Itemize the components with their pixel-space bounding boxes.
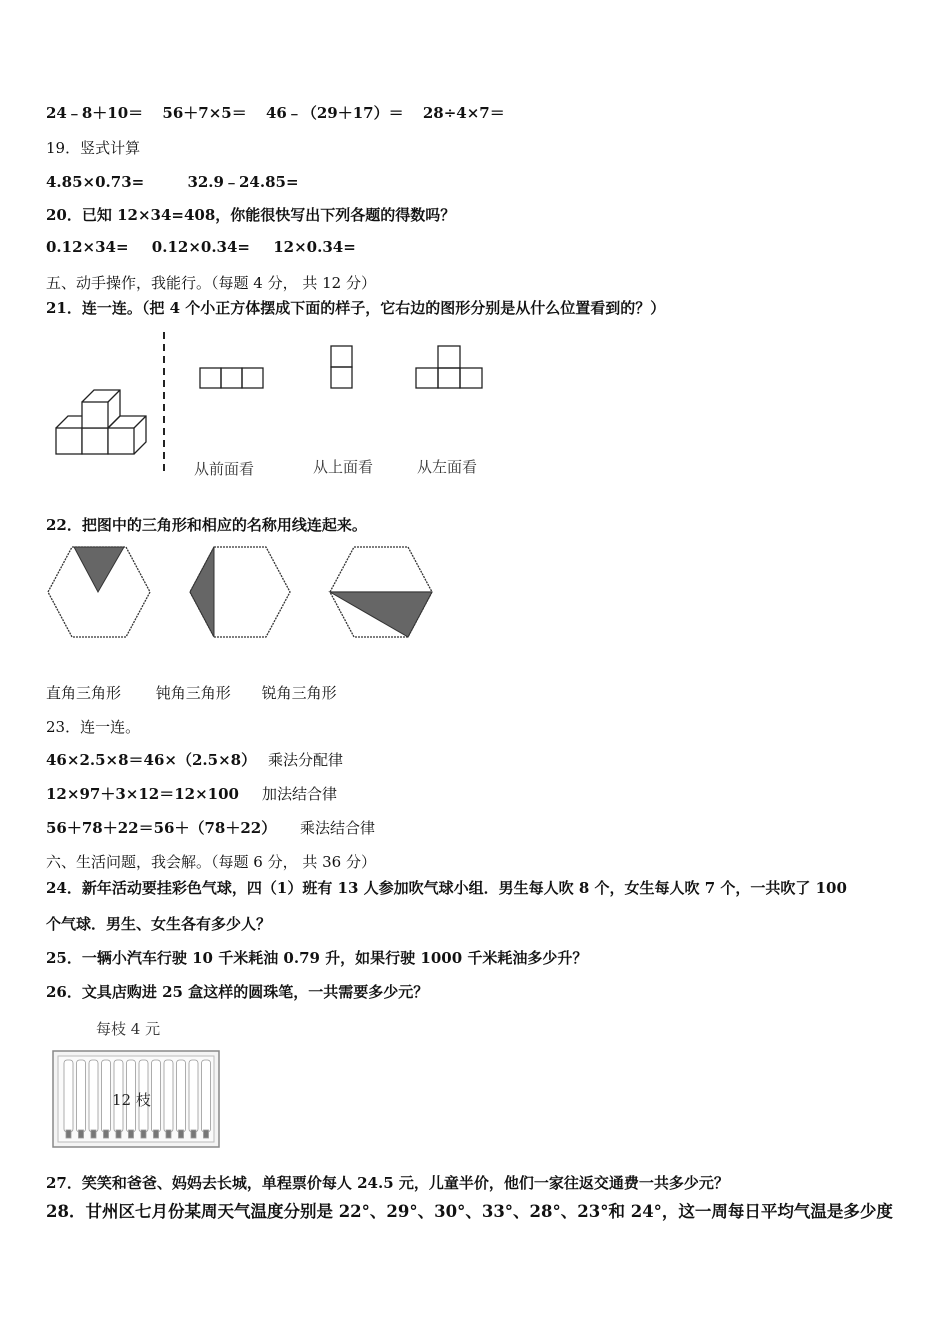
view-left-label: 从左面看 bbox=[417, 458, 478, 476]
q22-title: 22．把图中的三角形和相应的名称用线连起来。 bbox=[46, 516, 367, 534]
q23-law-3: 乘法结合律 bbox=[300, 819, 376, 837]
q23-row-2 bbox=[46, 783, 338, 804]
q23-law-2: 加法结合律 bbox=[262, 785, 338, 803]
pen bbox=[89, 1060, 98, 1132]
triangle-name-right: 直角三角形 bbox=[46, 684, 122, 702]
pen-tip bbox=[179, 1130, 184, 1138]
pen bbox=[102, 1060, 111, 1132]
q23-row-3 bbox=[46, 817, 376, 838]
pen-tip bbox=[66, 1130, 71, 1138]
triangle-name-obtuse: 钝角三角形 bbox=[155, 684, 231, 702]
pen bbox=[77, 1060, 86, 1132]
pen bbox=[64, 1060, 73, 1132]
q20-items bbox=[46, 238, 356, 256]
pen-tip bbox=[141, 1130, 146, 1138]
pen bbox=[177, 1060, 186, 1132]
pen-count-label: 12 枝 bbox=[112, 1091, 151, 1109]
section-5-heading: 五、动手操作，我能行。（每题 4 分， 共 12 分） bbox=[46, 274, 376, 292]
q22-names bbox=[46, 682, 337, 703]
pen bbox=[202, 1060, 211, 1132]
pen-tip bbox=[79, 1130, 84, 1138]
q23-law-1: 乘法分配律 bbox=[268, 751, 344, 769]
pen-tip bbox=[104, 1130, 109, 1138]
pen-price-label: 每枝 4 元 bbox=[96, 1020, 161, 1038]
q22-hexagons-figure bbox=[44, 542, 444, 642]
q28-text: 28．甘州区七月份某周天气温度分别是 22°、29°、30°、33°、28°、23°和 24°，这一周每日平均气温是多少度 bbox=[46, 1202, 893, 1221]
q18-expressions bbox=[46, 102, 505, 123]
pen-tip bbox=[116, 1130, 121, 1138]
q20-item-1: 0.12×34= bbox=[46, 238, 129, 256]
pen-tip bbox=[166, 1130, 171, 1138]
pen-tip bbox=[154, 1130, 159, 1138]
q23-expr-2: 12×97＋3×12＝12×100 bbox=[46, 785, 239, 803]
pen-tip bbox=[204, 1130, 209, 1138]
pen-tip bbox=[129, 1130, 134, 1138]
q20-title: 20．已知 12×34=408，你能很快写出下列各题的得数吗？ bbox=[46, 206, 456, 224]
q24-line-1: 24．新年活动要挂彩色气球，四（1）班有 13 人参加吹气球小组．男生每人吹 8 个，女生每人吹 7 个，一共吹了 100 bbox=[46, 879, 847, 897]
q25-text: 25．一辆小汽车行驶 10 千米耗油 0.79 升，如果行驶 1000 千米耗油多少升？ bbox=[46, 949, 588, 967]
expr-3: 46﹣（29＋17）＝ bbox=[265, 104, 404, 122]
expr-2: 56＋7×5＝ bbox=[162, 104, 247, 122]
q19-item-1: 4.85×0.73= bbox=[46, 173, 145, 191]
triangle-name-acute: 锐角三角形 bbox=[261, 684, 337, 702]
q20-item-3: 12×0.34= bbox=[273, 238, 356, 256]
section-6-heading: 六、生活问题，我会解。（每题 6 分， 共 36 分） bbox=[46, 853, 376, 871]
pen-tip bbox=[91, 1130, 96, 1138]
pen bbox=[189, 1060, 198, 1132]
expr-4: 28÷4×7＝ bbox=[422, 104, 505, 122]
q27-text: 27．笑笑和爸爸、妈妈去长城，单程票价每人 24.5 元，儿童半价，他们一家往返交通费一共多少元？ bbox=[46, 1174, 729, 1192]
q26-title: 26．文具店购进 25 盒这样的圆珠笔，一共需要多少元？ bbox=[46, 983, 429, 1001]
pen-tip bbox=[191, 1130, 196, 1138]
q21-title: 21．连一连。（把 4 个小正方体摆成下面的样子，它右边的图形分别是从什么位置看到的？） bbox=[46, 299, 666, 317]
pen bbox=[152, 1060, 161, 1132]
view-front-label: 从前面看 bbox=[194, 460, 255, 478]
q19-items bbox=[46, 171, 299, 192]
q23-row-1 bbox=[46, 749, 344, 770]
expr-1: 24﹣8＋10＝ bbox=[46, 104, 144, 122]
q19-title: 19．竖式计算 bbox=[46, 139, 141, 157]
q24-line-2: 个气球．男生、女生各有多少人？ bbox=[46, 915, 272, 933]
q20-item-2: 0.12×0.34= bbox=[151, 238, 250, 256]
q23-expr-1: 46×2.5×8＝46×（2.5×8） bbox=[46, 751, 257, 769]
q23-expr-3: 56＋78＋22＝56＋（78＋22） bbox=[46, 819, 277, 837]
q19-item-2: 32.9﹣24.85= bbox=[187, 173, 299, 191]
pen bbox=[164, 1060, 173, 1132]
q23-title: 23．连一连。 bbox=[46, 718, 141, 736]
view-top-label: 从上面看 bbox=[313, 458, 374, 476]
